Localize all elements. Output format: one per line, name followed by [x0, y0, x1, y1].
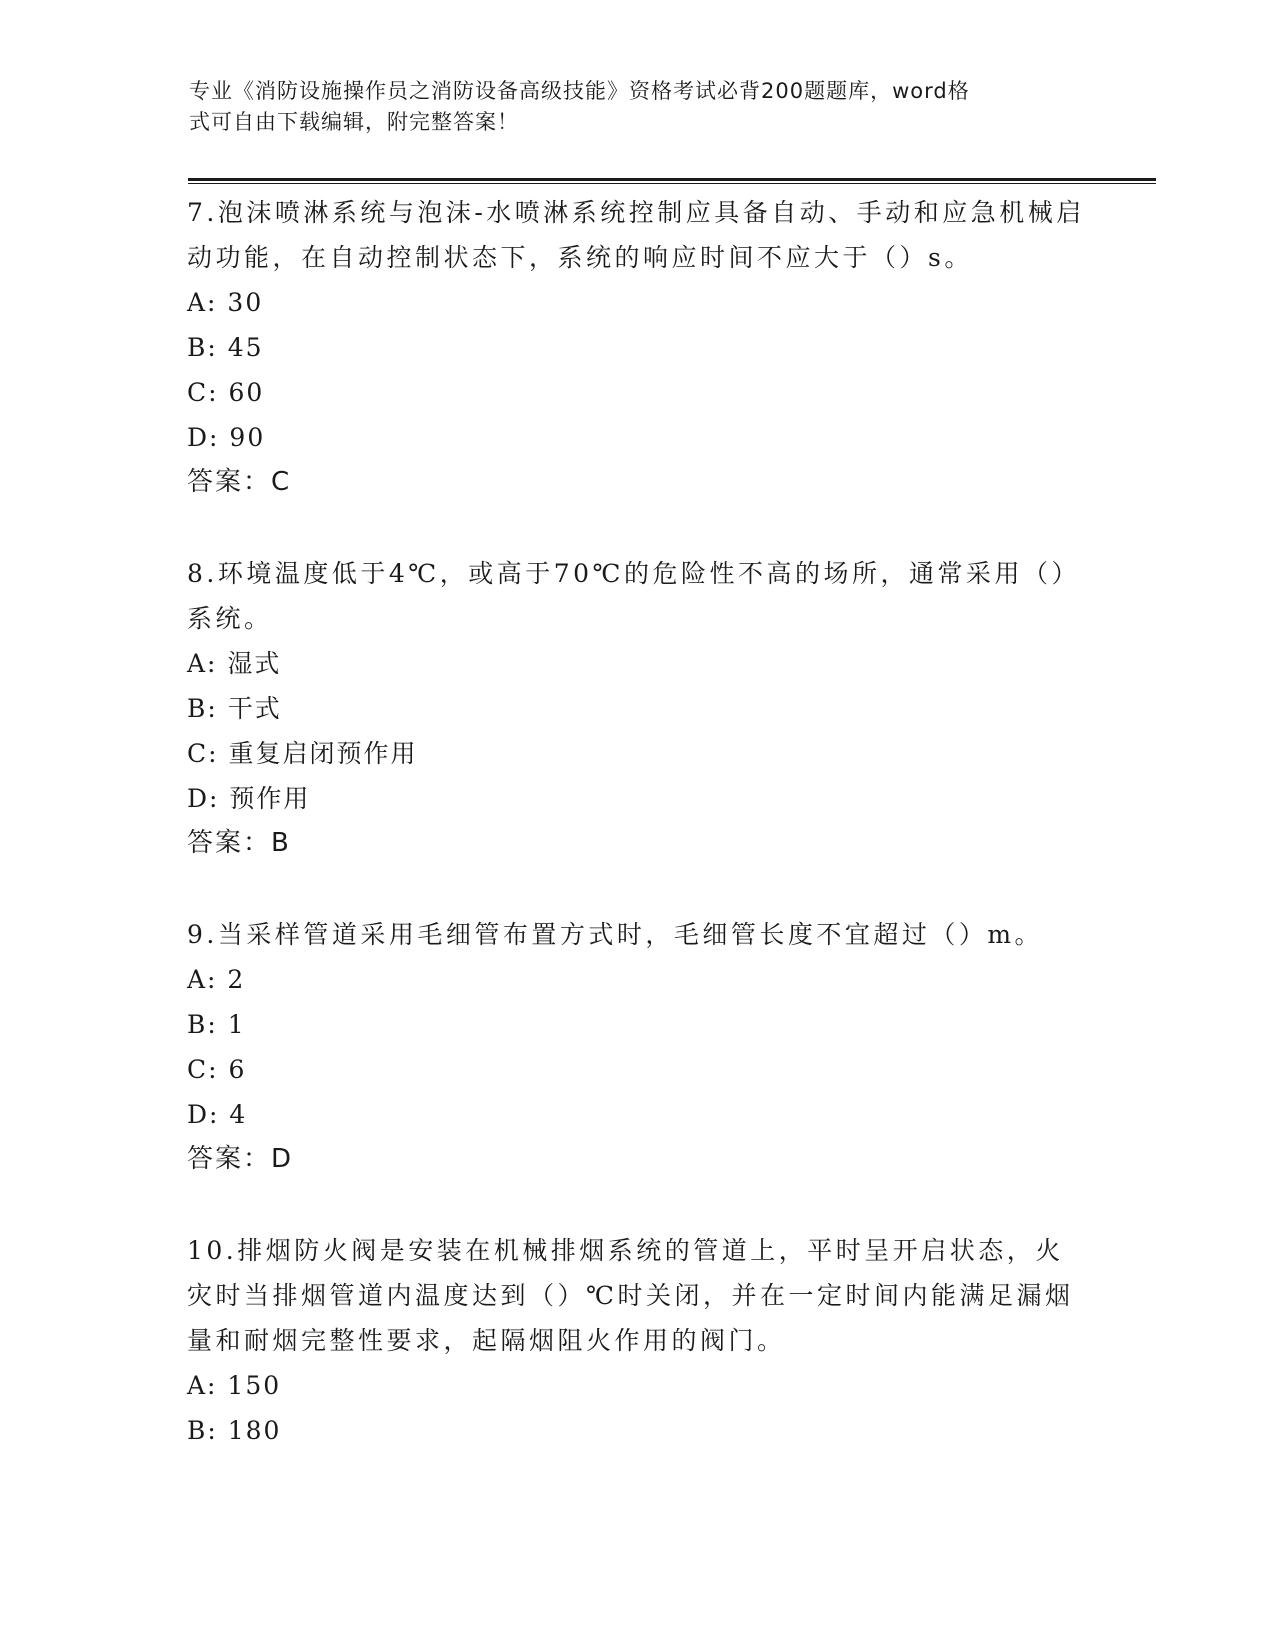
option-d: D: 预作用 — [187, 784, 311, 813]
option-d: D: 90 — [187, 423, 266, 452]
question-8 — [187, 551, 1087, 866]
option-b: B: 1 — [187, 1010, 246, 1039]
question-stem: 7.泡沫喷淋系统与泡沫-水喷淋系统控制应具备自动、手动和应急机械启动功能，在自动控制状态下，系统的响应时间不应大于（）s。 — [187, 198, 1085, 272]
answer-line: 答案：D — [187, 1144, 294, 1174]
question-stem: 10.排烟防火阀是安装在机械排烟系统的管道上，平时呈开启状态，火灾时当排烟管道内温度达到（）℃时关闭，并在一定时间内能满足漏烟量和耐烟完整性要求，起隔烟阻火作用的阀门。 — [187, 1236, 1074, 1355]
question-stem: 8.环境温度低于4℃，或高于70℃的危险性不高的场所，通常采用（）系统。 — [187, 559, 1081, 633]
option-a: A: 湿式 — [187, 649, 282, 678]
option-b: B: 45 — [187, 333, 264, 362]
option-b: B: 干式 — [187, 694, 282, 723]
document-header — [189, 76, 1069, 138]
option-a: A: 30 — [187, 288, 264, 317]
question-9 — [187, 912, 1087, 1182]
option-d: D: 4 — [187, 1100, 248, 1129]
answer-line: 答案：C — [187, 467, 292, 497]
option-c: C: 6 — [187, 1055, 247, 1084]
option-a: A: 2 — [187, 965, 246, 994]
header-divider-thick — [188, 178, 1156, 181]
question-7 — [187, 190, 1087, 505]
option-b: B: 180 — [187, 1416, 282, 1445]
option-c: C: 重复启闭预作用 — [187, 739, 418, 768]
question-stem: 9.当采样管道采用毛细管布置方式时，毛细管长度不宜超过（）m。 — [187, 920, 1044, 949]
option-c: C: 60 — [187, 378, 265, 407]
header-line-2: 式可自由下载编辑，附完整答案！ — [189, 110, 519, 134]
header-line-1: 专业《消防设施操作员之消防设备高级技能》资格考试必背200题题库，word格 — [189, 79, 970, 103]
header-divider-thin — [188, 183, 1156, 184]
option-a: A: 150 — [187, 1371, 282, 1400]
question-10 — [187, 1228, 1087, 1453]
answer-line: 答案：B — [187, 828, 291, 858]
question-list — [187, 190, 1087, 1499]
